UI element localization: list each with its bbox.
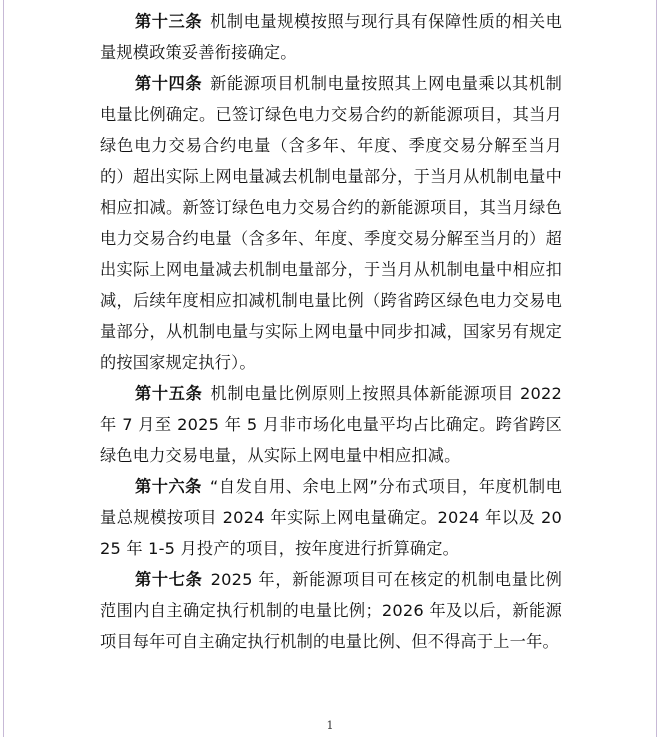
article-heading: 第十六条 [135, 477, 202, 496]
article-heading: 第十四条 [135, 74, 203, 93]
paragraph-article-14 [100, 68, 562, 378]
paragraph-article-15 [100, 378, 562, 471]
page-right-border [656, 0, 657, 737]
article-heading: 第十三条 [135, 12, 203, 31]
article-heading: 第十七条 [135, 570, 203, 589]
article-text: 2025 年，新能源项目可在核定的机制电量比例范围内自主确定执行机制的电量比例；2026 年及以后，新能源项目每年可自主确定执行机制的电量比例、但不得高于上一年。 [100, 570, 562, 651]
article-text: “自发自用、余电上网”分布式项目，年度机制电量总规模按项目 2024 年实际上网电量确定。2024 年以及 2025 年 1-5 月投产的项目，按年度进行折算确定。 [100, 477, 562, 558]
article-text: 新能源项目机制电量按照其上网电量乘以其机制电量比例确定。已签订绿色电力交易合约的新能源项目，其当月绿色电力交易合约电量（含多年、年度、季度交易分解至当月的）超出实际上网电量减去机制电量部分，于当月从机制电量中相应扣减。新签订绿色电力交易合约的新能源项目，其当月绿色电力交易合约电量（含多年、年度、季度交易分解至当月的）超出实际上网电量减去机制电量部分，于当月从机制电量中相应扣减，后续年度相应扣减机制电量比例（跨省跨区绿色电力交易电量部分，从机制电量与实际上网电量中同步扣减，国家另有规定的按国家规定执行）。 [100, 74, 562, 372]
article-text: 机制电量比例原则上按照具体新能源项目 2022 年 7 月至 2025 年 5 月非市场化电量平均占比确定。跨省跨区绿色电力交易电量，从实际上网电量中相应扣减。 [100, 384, 562, 465]
paragraph-article-17 [100, 564, 562, 657]
article-text: 机制电量规模按照与现行具有保障性质的相关电量规模政策妥善衔接确定。 [100, 12, 562, 62]
document-body [100, 6, 562, 657]
page-left-border [3, 0, 4, 737]
paragraph-article-16 [100, 471, 562, 564]
paragraph-article-13 [100, 6, 562, 68]
article-heading: 第十五条 [135, 384, 203, 403]
page-number: 1 [326, 719, 334, 732]
